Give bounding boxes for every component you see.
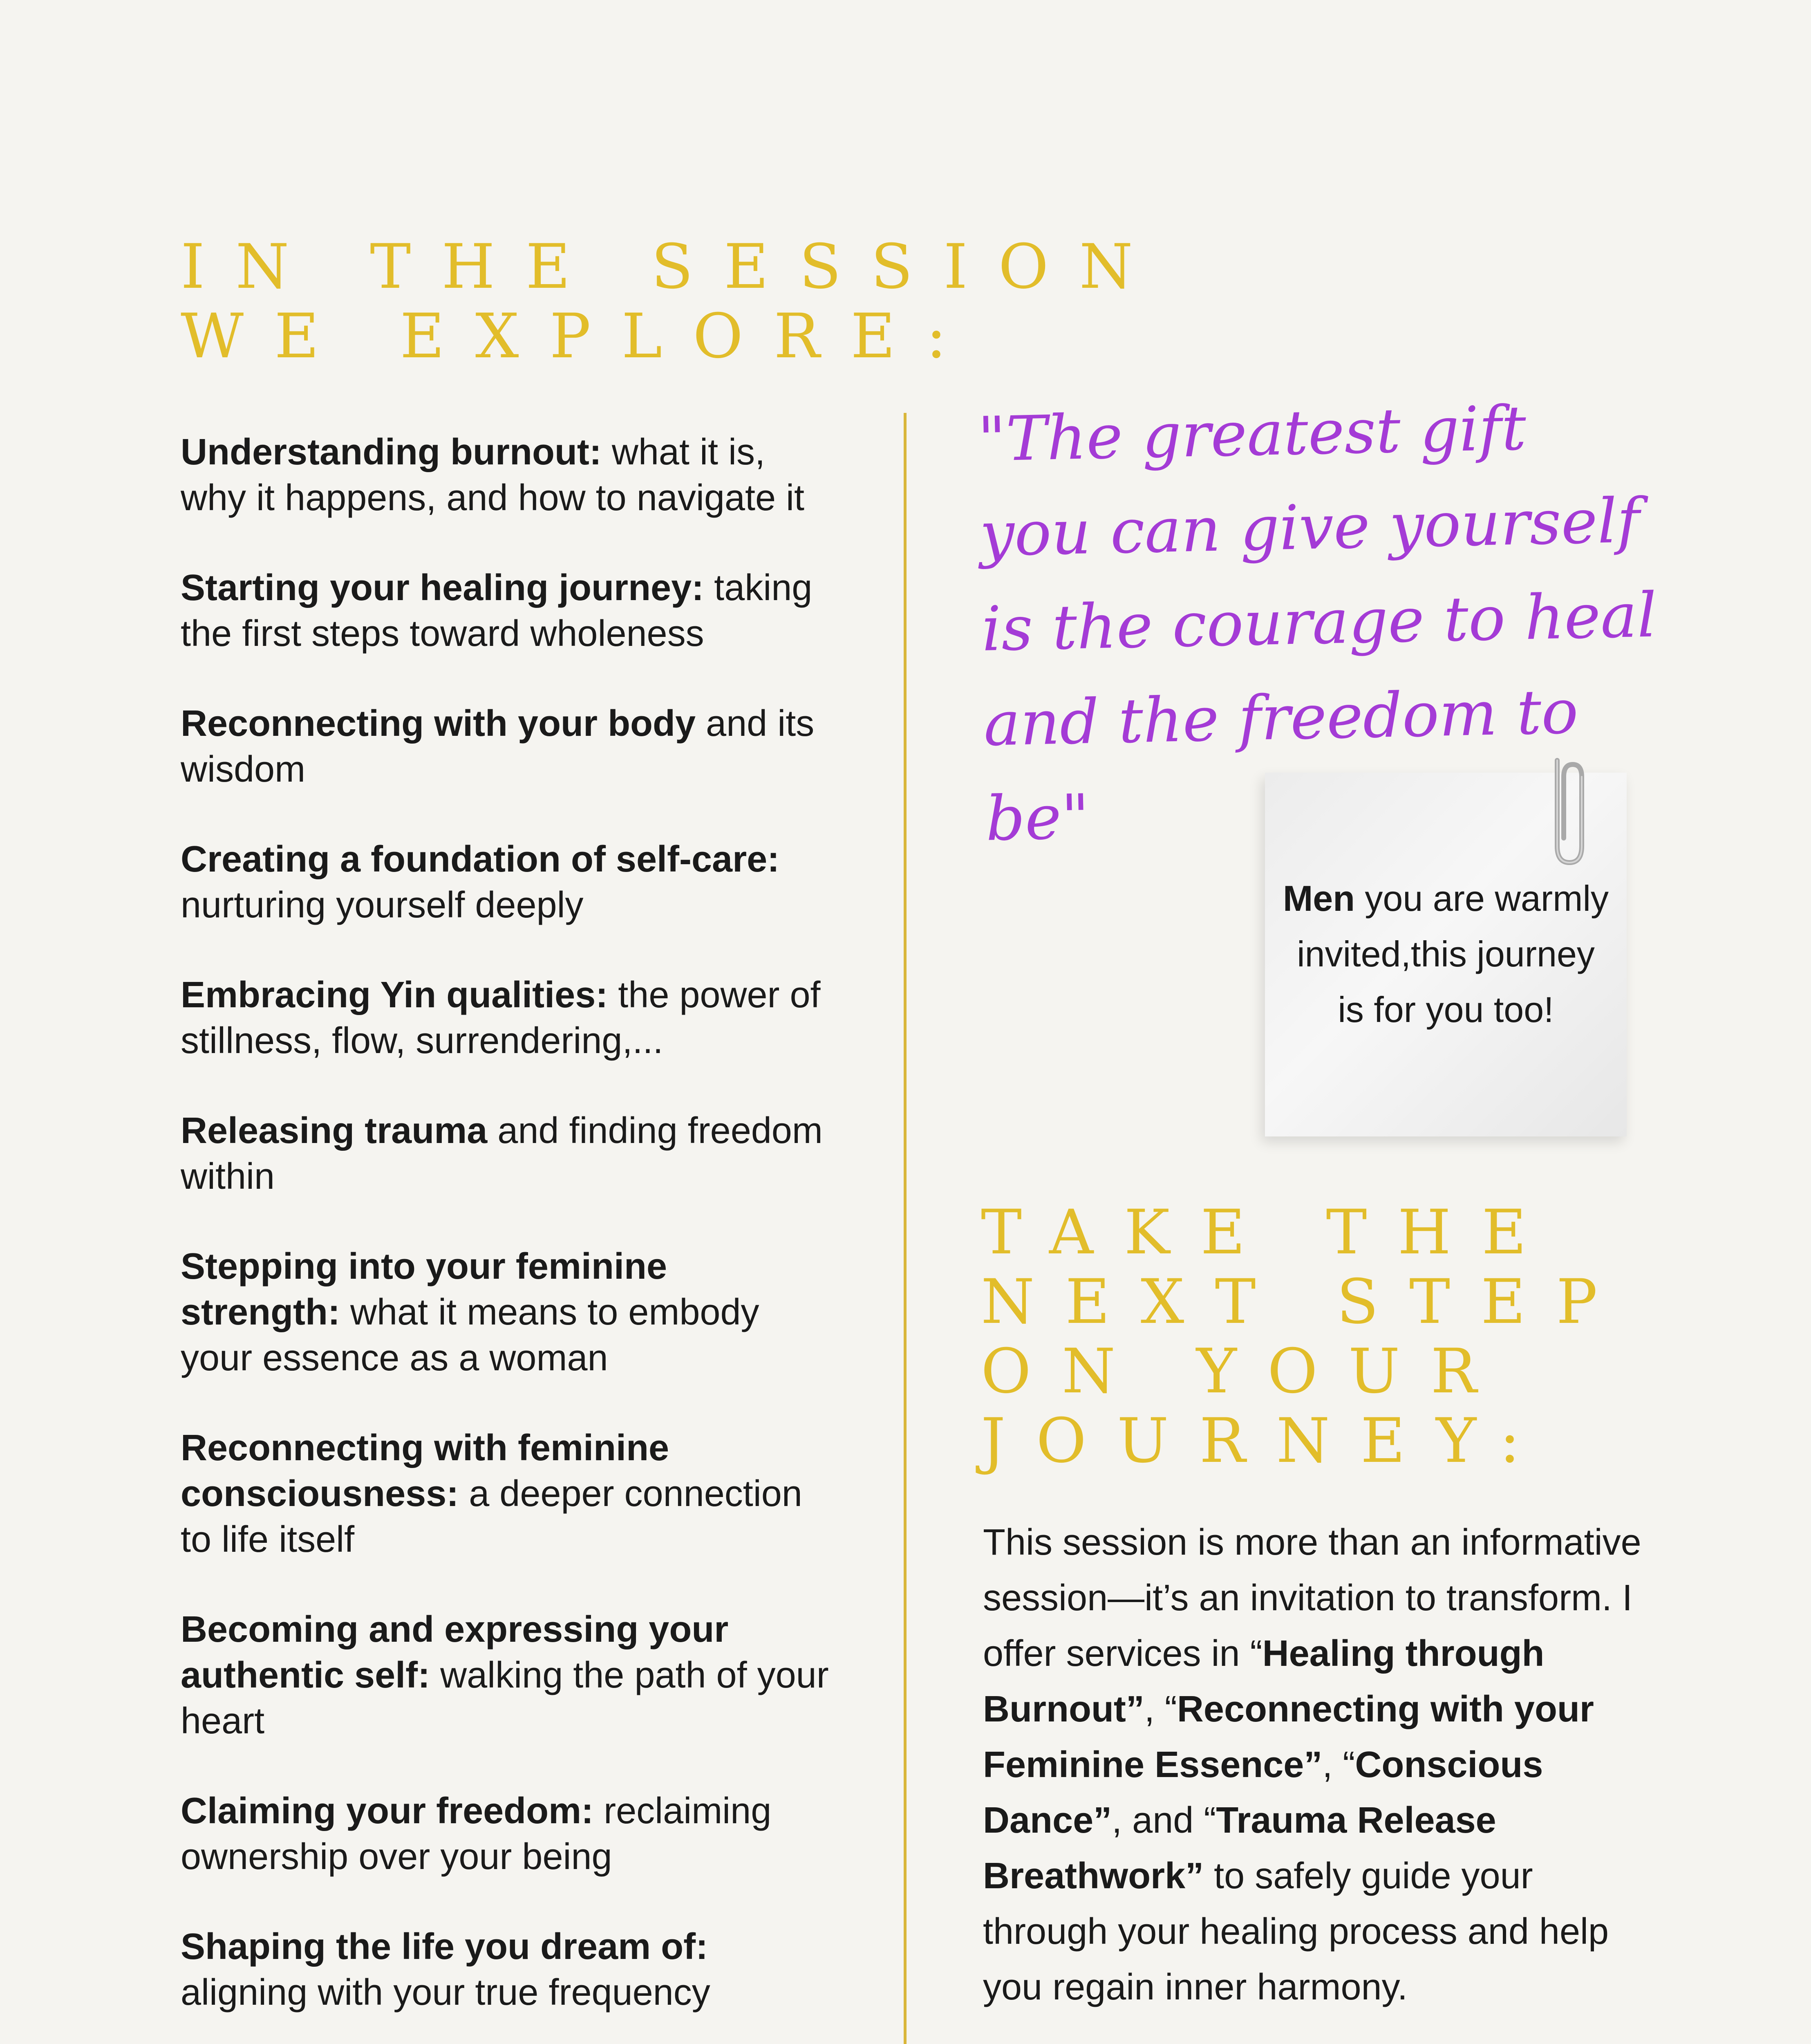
- list-item-title: Claiming your freedom:: [181, 1791, 594, 1831]
- note-body: you are warmly invited,this journey is for you too!: [1297, 878, 1609, 1030]
- list-item-title: Becoming and expressing your authentic self:: [181, 1609, 729, 1696]
- list-item-text: what it is, why it happens, and how to navigate it: [181, 432, 805, 518]
- list-item-text: and its wisdom: [181, 703, 815, 790]
- list-item: [181, 972, 835, 1064]
- sticky-note-text: [1281, 871, 1610, 1038]
- list-item: [181, 565, 835, 657]
- service-name: Healing through Burnout”: [983, 1633, 1545, 1730]
- list-item-title: Understanding burnout:: [181, 432, 602, 473]
- session-heading-line: IN THE SESSION: [181, 231, 1164, 303]
- session-description: [983, 1515, 1645, 2015]
- list-item-text: what it means to embody your essence as a woman: [181, 1292, 759, 1378]
- description-text: , “: [1322, 1744, 1355, 1785]
- list-item-text: nurturing yourself deeply: [181, 885, 584, 926]
- list-item-text: walking the path of your heart: [181, 1655, 829, 1741]
- list-item: [181, 1788, 835, 1880]
- list-item: [181, 1607, 835, 1744]
- list-item-title: Starting your healing journey:: [181, 567, 704, 608]
- list-item-title: Embracing Yin qualities:: [181, 975, 608, 1015]
- list-item: [181, 1244, 835, 1381]
- list-item-text: and finding freedom within: [181, 1110, 823, 1197]
- list-item-text: reclaiming ownership over your being: [181, 1791, 772, 1877]
- session-heading: [181, 232, 1164, 371]
- list-item-title: Releasing trauma: [181, 1110, 488, 1151]
- next-step-heading: [981, 1198, 1628, 1476]
- service-name: Reconnecting with your Feminine Essence”: [983, 1689, 1594, 1785]
- list-item-text: taking the first steps toward wholeness: [181, 567, 813, 654]
- list-item-title: Reconnecting with feminine consciousness:: [181, 1428, 669, 1514]
- next-step-heading-line: TAKE THE: [981, 1197, 1557, 1268]
- list-item-text: a deeper connection to life itself: [181, 1473, 802, 1560]
- next-step-heading-line: JOURNEY:: [981, 1405, 1551, 1477]
- paperclip-icon: [1541, 752, 1590, 875]
- list-item-title: Shaping the life you dream of:: [181, 1926, 708, 1967]
- next-step-heading-line: NEXT STEP: [981, 1266, 1628, 1338]
- description-text: This session is more than an informative session—it’s an invitation to transform. I offer services in “: [983, 1522, 1641, 1674]
- list-item-title: Creating a foundation of self-care:: [181, 839, 780, 880]
- list-item: [181, 1425, 835, 1562]
- list-item: [181, 1108, 835, 1199]
- service-name: Conscious Dance”: [983, 1744, 1543, 1841]
- list-item: [181, 429, 835, 521]
- note-bold: Men: [1283, 878, 1355, 919]
- list-item: [181, 1924, 835, 2015]
- list-item-text: the power of stillness, flow, surrendering,...: [181, 975, 821, 1061]
- list-item: [181, 836, 835, 928]
- list-item-title: Reconnecting with your body: [181, 703, 696, 744]
- list-item-title: Stepping into your feminine strength:: [181, 1246, 667, 1333]
- list-item-text: aligning with your true frequency: [181, 1972, 710, 2013]
- description-text: , “: [1144, 1689, 1177, 1730]
- service-name: Trauma Release Breathwork”: [983, 1800, 1496, 1896]
- explore-list: [181, 429, 835, 2044]
- next-step-heading-line: ON YOUR: [981, 1336, 1508, 1407]
- description-text: to safely guide your through your healing process and help you regain inner harmony.: [983, 1856, 1609, 2008]
- quote-text: "The greatest gift you can give yourself is the courage to heal and the freedom to be": [977, 392, 1658, 855]
- session-heading-line: WE EXPLORE:: [181, 301, 978, 372]
- list-item: [181, 701, 835, 792]
- description-text: , and “: [1112, 1800, 1216, 1841]
- column-divider: [904, 413, 907, 2044]
